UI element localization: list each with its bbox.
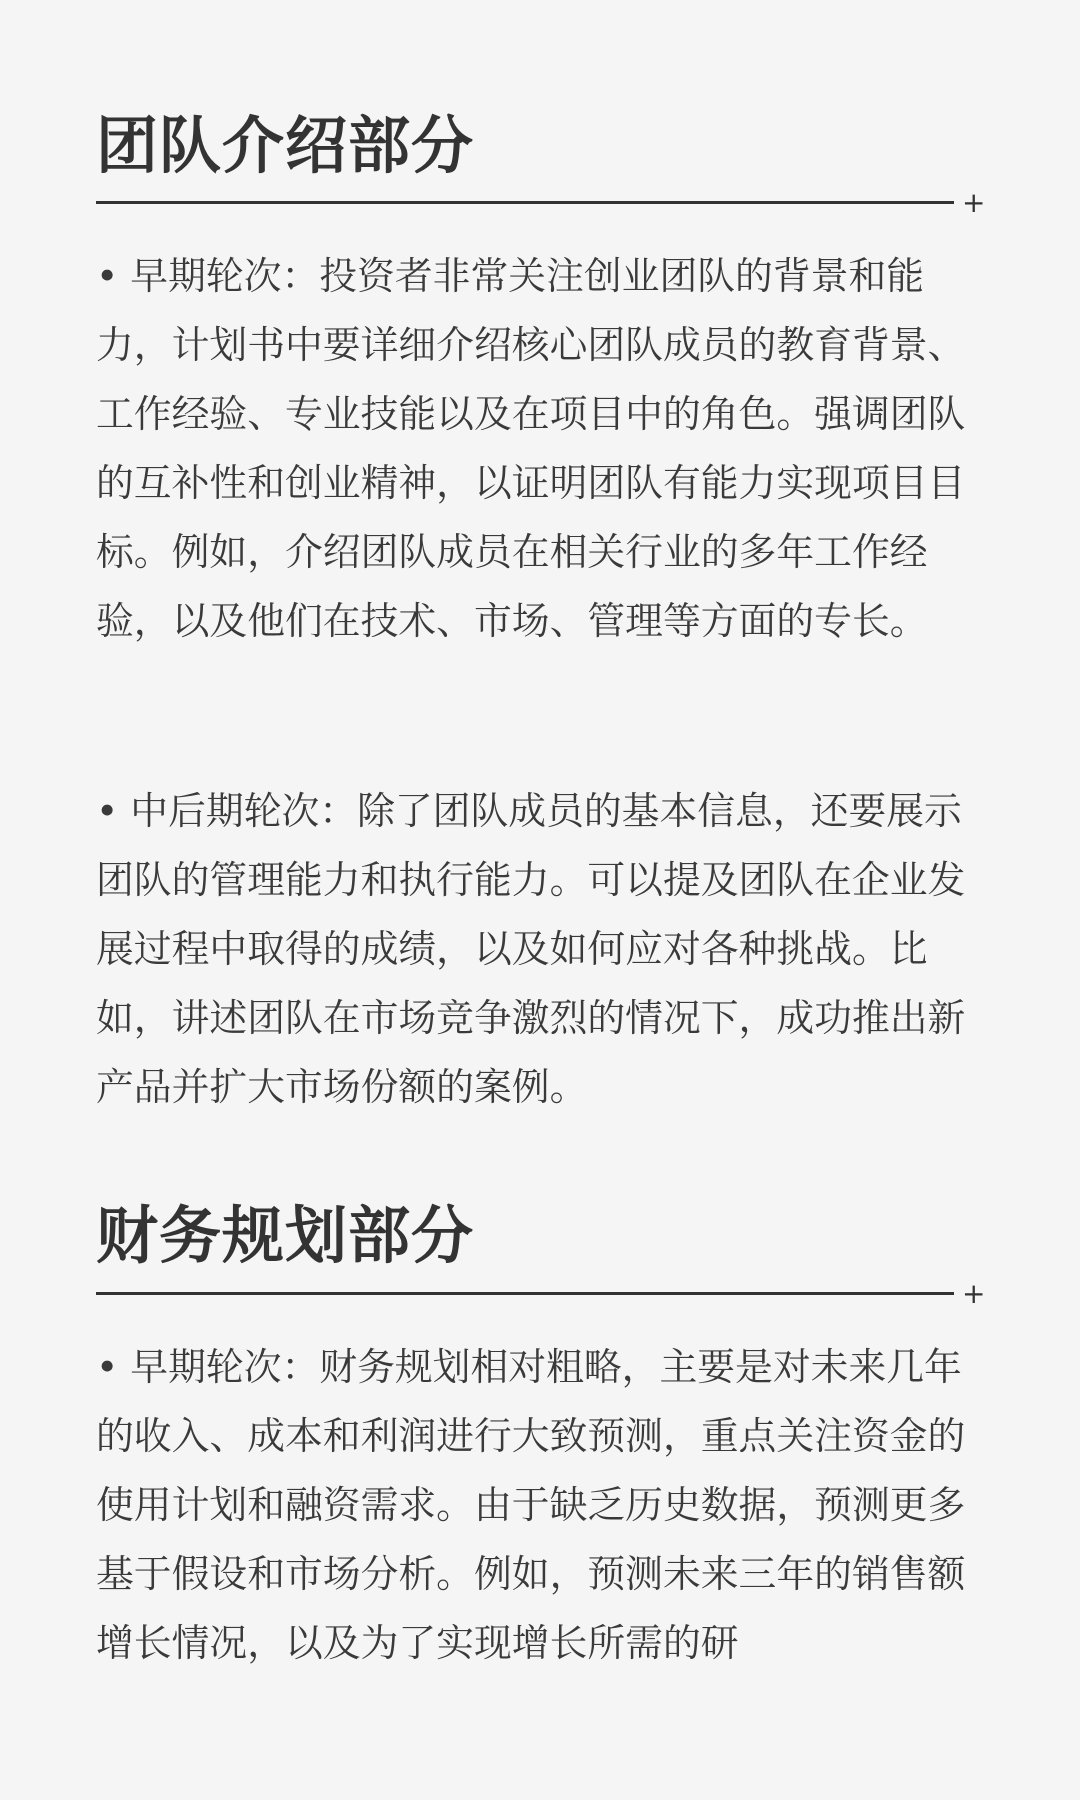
section-title-finance: 财务规划部分: [96, 1199, 475, 1272]
plus-icon: +: [962, 1277, 986, 1310]
section-title-team: 团队介绍部分: [96, 109, 475, 182]
paragraph-finance-early-stage: • 早期轮次：财务规划相对粗略，主要是对未来几年的收入、成本和利润进行大致预测，重点关注资金的使用计划和融资需求。由于缺乏历史数据，预测更多基于假设和市场分析。例如，预测未来三年的销售额增长情况，以及为了实现增长所需的研: [96, 1345, 966, 1665]
plus-icon: +: [962, 186, 986, 219]
paragraph-team-early-stage: • 早期轮次：投资者非常关注创业团队的背景和能力，计划书中要详细介绍核心团队成员的教育背景、工作经验、专业技能以及在项目中的角色。强调团队的互补性和创业精神，以证明团队有能力实现项目目标。例如，介绍团队成员在相关行业的多年工作经验，以及他们在技术、市场、管理等方面的专长。: [96, 254, 966, 643]
section-divider-team: [96, 201, 954, 204]
paragraph-team-later-stage: • 中后期轮次：除了团队成员的基本信息，还要展示团队的管理能力和执行能力。可以提及团队在企业发展过程中取得的成绩，以及如何应对各种挑战。比如，讲述团队在市场竞争激烈的情况下，成功推出新产品并扩大市场份额的案例。: [96, 789, 966, 1109]
section-divider-finance: [96, 1292, 954, 1295]
